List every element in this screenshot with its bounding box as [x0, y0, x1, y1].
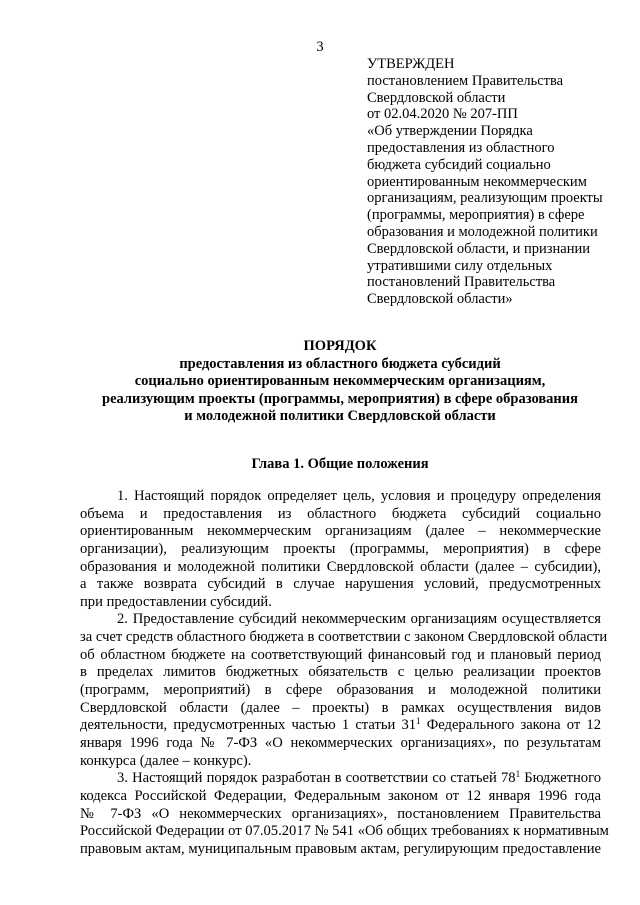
- page-number: 3: [316, 39, 324, 55]
- paragraph-1: [80, 488, 601, 611]
- approval-stamp: [367, 56, 617, 308]
- line-text: деятельности, предусмотренных частью 1 статьи 31: [80, 717, 417, 734]
- line-text: 3. Настоящий порядок разработан в соответствии со статьей 78: [117, 770, 516, 787]
- title-line: предоставления из областного бюджета субсидий: [179, 355, 501, 372]
- approval-line: (программы, мероприятия) в сфере: [367, 207, 585, 224]
- approval-line: предоставления из областного: [367, 139, 555, 156]
- title-line: реализующим проекты (программы, мероприятия) в сфере образования: [102, 390, 578, 407]
- approval-line: постановлений Правительства: [367, 274, 556, 291]
- line-text: Федерального закона от 12: [420, 717, 601, 734]
- title-line: и молодежной политики Свердловской области: [184, 408, 496, 425]
- title-line: ПОРЯДОК: [303, 338, 377, 354]
- line-text: Бюджетного: [520, 770, 601, 787]
- paragraph-line: [80, 770, 601, 788]
- paragraph-line: при предоставлении субсидий.: [80, 593, 272, 610]
- paragraph-line: за счет средств областного бюджета в соответствии с законом Свердловской области: [80, 629, 608, 646]
- paragraph-line: а также возврата субсидий в случае нарушения условий, предусмотренных: [80, 576, 601, 593]
- paragraph-line: конкурса (далее – конкурс).: [80, 752, 252, 769]
- paragraph-line: 2. Предоставление субсидий некоммерческим организациям осуществляется: [117, 611, 601, 628]
- paragraph-3: [80, 769, 609, 858]
- paragraph-line: правовым актам, муниципальным правовым актам, регулирующим предоставление: [80, 840, 601, 857]
- paragraph-line: Свердловской области (далее – проекты) в рамках осуществления видов: [80, 699, 601, 716]
- paragraph-line: в пределах лимитов бюджетных обязательств с целью реализации проектов: [80, 664, 601, 681]
- approval-line: Свердловской области»: [367, 291, 513, 308]
- paragraph-line: об областном бюджете на соответствующий финансовый год и плановый период: [80, 646, 601, 663]
- approval-line: от 02.04.2020 № 207-ПП: [367, 106, 518, 123]
- paragraph-line: объема и предоставления из областного бюджета субсидий социально: [80, 505, 601, 522]
- paragraph-line: (программ, мероприятий) в сфере образования и молодежной политики: [80, 682, 601, 699]
- approval-line: образования и молодежной политики: [367, 223, 598, 240]
- approval-line: Свердловской области, и признании: [367, 240, 591, 257]
- article-superscript: 1: [416, 716, 421, 727]
- paragraph-line: [80, 717, 601, 735]
- paragraph-line: № 7-ФЗ «О некоммерческих организациях», постановлением Правительства: [80, 805, 601, 822]
- article-superscript: 1: [515, 769, 521, 780]
- paragraph-line: кодекса Российской Федерации, Федеральным законом от 12 января 1996 года: [80, 787, 601, 804]
- paragraph-line: 1. Настоящий порядок определяет цель, условия и процедуру определения: [117, 488, 601, 504]
- paragraph-line: ориентированным некоммерческим организациям (далее – некоммерческие: [80, 523, 601, 540]
- document-title: [80, 338, 600, 426]
- approval-line: постановлением Правительства: [367, 72, 564, 89]
- approval-line: ориентированным некоммерческим: [367, 173, 587, 190]
- approval-line: бюджета субсидий социально: [367, 156, 551, 173]
- paragraph-line: января 1996 года № 7-ФЗ «О некоммерческих организациях», по результатам: [80, 734, 601, 751]
- paragraph-line: образования и молодежной политики Свердловской области (далее – субсидии),: [80, 558, 601, 575]
- document-body: [80, 488, 609, 858]
- approval-line: организациям, реализующим проекты: [367, 190, 603, 207]
- approval-line: УТВЕРЖДЕН: [367, 56, 455, 72]
- paragraph-line: Российской Федерации от 07.05.2017 № 541 «Об общих требованиях к нормативным: [80, 823, 609, 840]
- paragraph-line: организации), реализующим проекты (программы, мероприятия) в сфере: [80, 540, 601, 557]
- approval-line: «Об утверждении Порядка: [367, 123, 533, 140]
- approval-line: утратившими силу отдельных: [367, 257, 553, 274]
- chapter-heading: Глава 1. Общие положения: [251, 456, 429, 472]
- approval-line: Свердловской области: [367, 89, 506, 106]
- paragraph-2: [80, 611, 608, 770]
- title-line: социально ориентированным некоммерческим организациям,: [134, 373, 546, 390]
